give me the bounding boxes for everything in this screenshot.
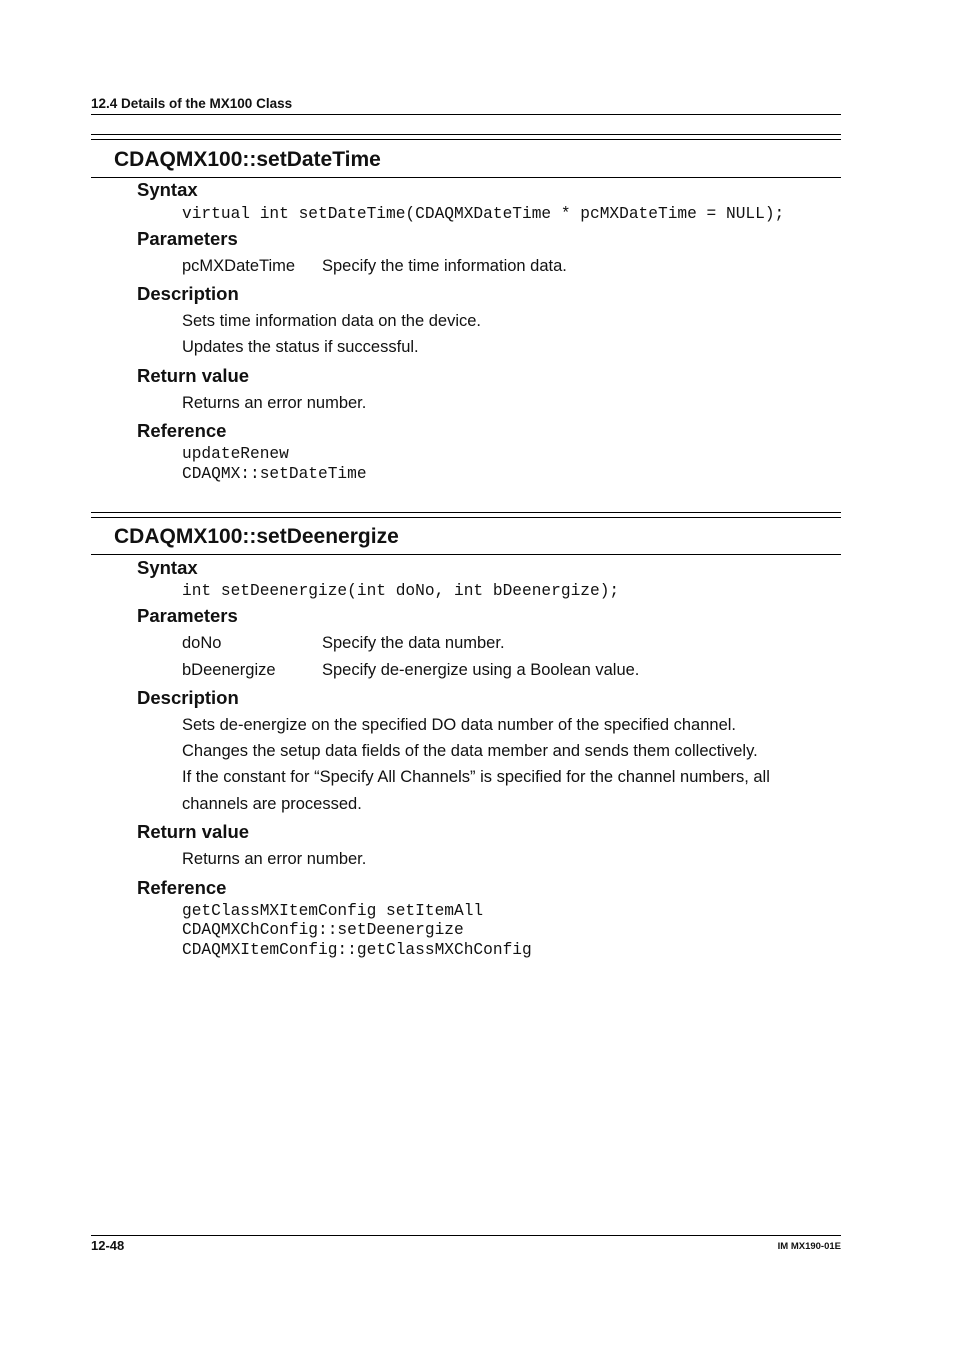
return-heading: Return value xyxy=(137,821,250,842)
header-rule xyxy=(91,114,841,115)
section-title: CDAQMX100::setDeenergize xyxy=(114,525,399,548)
section-rule-bottom xyxy=(91,554,841,555)
parameter-name: bDeenergize xyxy=(182,661,276,679)
description-heading: Description xyxy=(137,283,239,304)
reference-item: CDAQMX::setDateTime xyxy=(182,465,367,483)
reference-heading: Reference xyxy=(137,877,227,898)
return-heading: Return value xyxy=(137,365,250,386)
description-line: Changes the setup data fields of the data member and sends them collectively. xyxy=(182,742,758,760)
document-id: IM MX190-01E xyxy=(777,1241,841,1252)
reference-item: CDAQMXItemConfig::getClassMXChConfig xyxy=(182,941,532,959)
parameter-desc: Specify the data number. xyxy=(322,634,505,652)
description-line: Sets time information data on the device. xyxy=(182,312,481,330)
section-rule-top xyxy=(91,134,841,135)
parameter-name: doNo xyxy=(182,634,222,652)
reference-item: updateRenew xyxy=(182,445,289,463)
parameter-desc: Specify the time information data. xyxy=(322,257,567,275)
section-rule-top xyxy=(91,139,841,140)
parameters-heading: Parameters xyxy=(137,228,238,249)
section-rule-top xyxy=(91,517,841,518)
description-line: Sets de-energize on the specified DO data number of the specified channel. xyxy=(182,716,737,734)
running-head: 12.4 Details of the MX100 Class xyxy=(91,96,293,111)
syntax-code: int setDeenergize(int doNo, int bDeenergize); xyxy=(182,582,620,600)
footer-rule xyxy=(91,1235,841,1236)
section-rule-top xyxy=(91,512,841,513)
page-number: 12-48 xyxy=(91,1238,125,1253)
syntax-code: virtual int setDateTime(CDAQMXDateTime * pcMXDateTime = NULL); xyxy=(182,205,785,223)
section-title: CDAQMX100::setDateTime xyxy=(114,148,381,171)
syntax-heading: Syntax xyxy=(137,179,198,200)
reference-item: CDAQMXChConfig::setDeenergize xyxy=(182,921,464,939)
reference-heading: Reference xyxy=(137,420,227,441)
description-heading: Description xyxy=(137,687,239,708)
parameter-name: pcMXDateTime xyxy=(182,257,296,275)
description-paragraph: If the constant for “Specify All Channels” is specified for the channel numbers, all channels are processed. xyxy=(182,768,770,813)
syntax-heading: Syntax xyxy=(137,557,198,578)
description-line: Updates the status if successful. xyxy=(182,338,419,356)
section-rule-bottom xyxy=(91,177,841,178)
parameters-heading: Parameters xyxy=(137,605,238,626)
return-value: Returns an error number. xyxy=(182,850,367,868)
parameter-desc: Specify de-energize using a Boolean value. xyxy=(322,661,640,679)
return-value: Returns an error number. xyxy=(182,394,367,412)
reference-item: getClassMXItemConfig setItemAll xyxy=(182,902,484,920)
